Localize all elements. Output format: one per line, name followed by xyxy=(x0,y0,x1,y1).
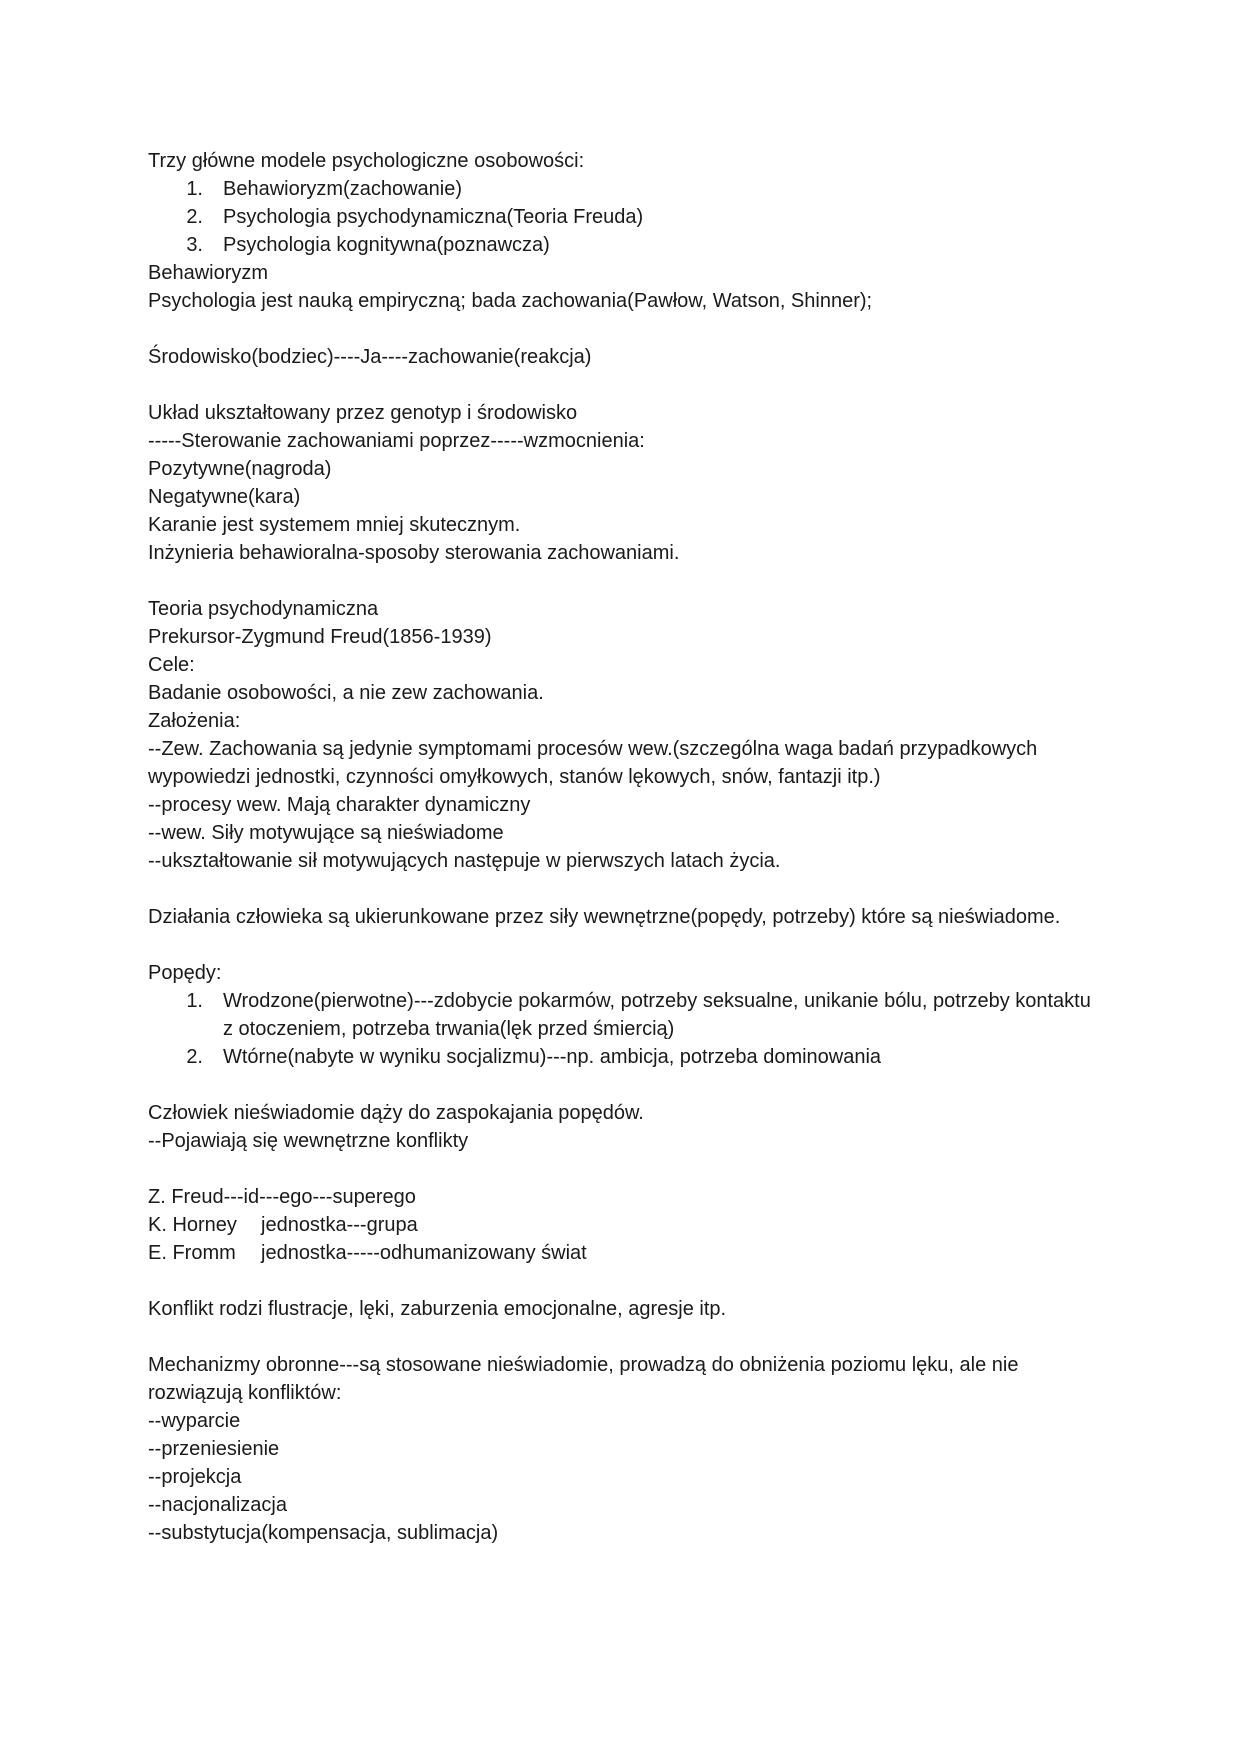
theorist-name: E. Fromm xyxy=(148,1242,236,1264)
list-text: Psychologia kognitywna(poznawcza) xyxy=(223,234,550,256)
text-line: Układ ukształtowany przez genotyp i środowisko xyxy=(148,402,578,424)
section-title: Popędy: xyxy=(148,962,222,984)
list-text: Psychologia psychodynamiczna(Teoria Freuda) xyxy=(223,206,644,228)
list-text: Behawioryzm(zachowanie) xyxy=(223,178,462,200)
theorist-text: jednostka---grupa xyxy=(261,1214,418,1236)
list-number: 2. xyxy=(186,206,203,228)
list-item xyxy=(148,987,1098,1043)
text-line: Cele: xyxy=(148,654,195,676)
paragraph: Mechanizmy obronne---są stosowane nieświadomie, prowadzą do obniżenia poziomu lęku, ale nie rozwiązują konfliktów: xyxy=(148,1354,1019,1404)
text-line: --wew. Siły motywujące są nieświadome xyxy=(148,822,504,844)
text-line: Człowiek nieświadomie dąży do zaspokajania popędów. xyxy=(148,1102,644,1124)
scheme-line: Środowisko(bodziec)----Ja----zachowanie(reakcja) xyxy=(148,346,592,368)
list-item xyxy=(148,1043,1098,1071)
text-line: Pozytywne(nagroda) xyxy=(148,458,332,480)
text-line: --Pojawiają się wewnętrzne konflikty xyxy=(148,1130,469,1152)
list-number: 1. xyxy=(186,990,203,1012)
list-item xyxy=(148,203,1098,231)
text-line: Założenia: xyxy=(148,710,241,732)
theorist-text: jednostka-----odhumanizowany świat xyxy=(261,1242,587,1264)
text-line: --substytucja(kompensacja, sublimacja) xyxy=(148,1522,499,1544)
text-line: Badanie osobowości, a nie zew zachowania. xyxy=(148,682,544,704)
text-line: Negatywne(kara) xyxy=(148,486,301,508)
document-body xyxy=(148,147,1098,1547)
heading: Trzy główne modele psychologiczne osobowości: xyxy=(148,150,585,172)
theorist-name: K. Horney xyxy=(148,1214,237,1236)
paragraph: Działania człowieka są ukierunkowane przez siły wewnętrzne(popędy, potrzeby) które są nieświadome. xyxy=(148,906,1061,928)
section-title: Behawioryzm xyxy=(148,262,269,284)
list-text: Wrodzone(pierwotne)---zdobycie pokarmów, potrzeby seksualne, unikanie bólu, potrzeby kontaktu z otoczeniem, potrzeba trwania(lęk przed śmiercią) xyxy=(223,990,1091,1040)
text-line: Prekursor-Zygmund Freud(1856-1939) xyxy=(148,626,492,648)
list-item xyxy=(148,231,1098,259)
theorist-line xyxy=(148,1239,1098,1267)
list-number: 3. xyxy=(186,234,203,256)
list-item xyxy=(148,175,1098,203)
text-line: --projekcja xyxy=(148,1466,242,1488)
text-line: Karanie jest systemem mniej skutecznym. xyxy=(148,514,521,536)
list-text: Wtórne(nabyte w wyniku socjalizmu)---np. ambicja, potrzeba dominowania xyxy=(223,1046,882,1068)
text-line: --wyparcie xyxy=(148,1410,241,1432)
text-line: Z. Freud---id---ego---superego xyxy=(148,1186,416,1208)
text-line: Konflikt rodzi flustracje, lęki, zaburzenia emocjonalne, agresje itp. xyxy=(148,1298,727,1320)
text-line: -----Sterowanie zachowaniami poprzez-----wzmocnienia: xyxy=(148,430,645,452)
text-line: --przeniesienie xyxy=(148,1438,280,1460)
paragraph: --Zew. Zachowania są jedynie symptomami procesów wew.(szczególna waga badań przypadkowych wypowiedzi jednostki, czynności omyłkowych, stanów lękowych, snów, fantazji itp.) xyxy=(148,738,1038,788)
text-line: Inżynieria behawioralna-sposoby sterowania zachowaniami. xyxy=(148,542,680,564)
text-line: --ukształtowanie sił motywujących następuje w pierwszych latach życia. xyxy=(148,850,781,872)
text-line: --procesy wew. Mają charakter dynamiczny xyxy=(148,794,531,816)
section-title: Teoria psychodynamiczna xyxy=(148,598,379,620)
text-line: --nacjonalizacja xyxy=(148,1494,287,1516)
paragraph: Psychologia jest nauką empiryczną; bada zachowania(Pawłow, Watson, Shinner); xyxy=(148,290,873,312)
list-number: 2. xyxy=(186,1046,203,1068)
theorist-line xyxy=(148,1211,1098,1239)
list-number: 1. xyxy=(186,178,203,200)
